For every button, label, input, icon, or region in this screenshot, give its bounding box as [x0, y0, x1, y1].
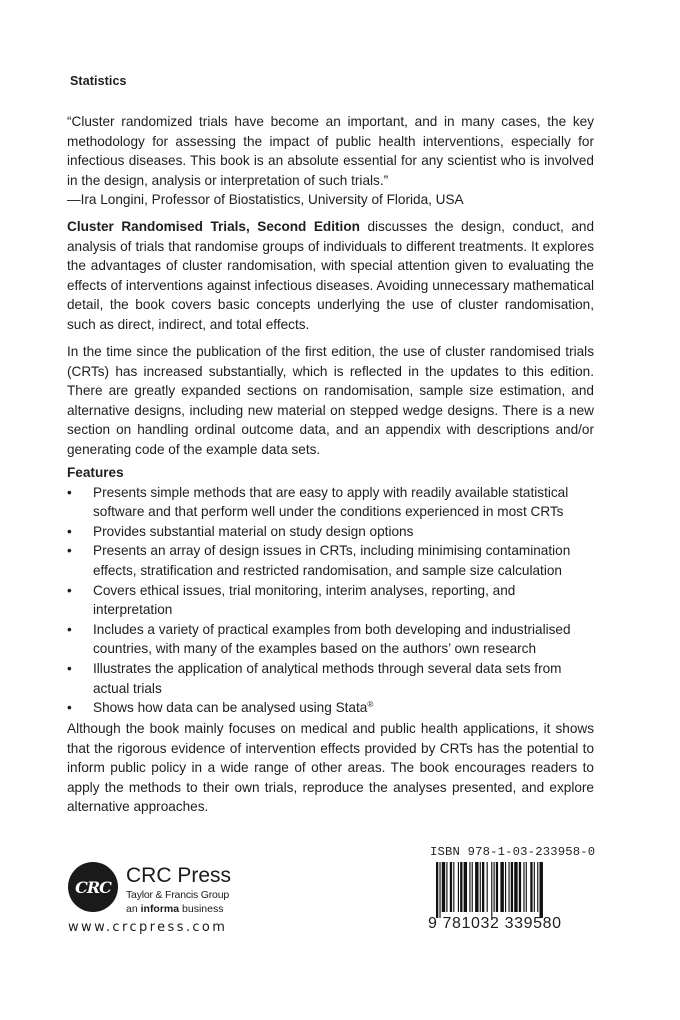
business-suffix: business	[179, 903, 224, 915]
barcode-bar	[458, 862, 459, 912]
crc-logo-text: CRC	[75, 877, 111, 897]
feature-text: Presents an array of design issues in CRTs, including minimising contamination effects, stratification and restricted randomisation, and sample size calculation	[93, 543, 571, 578]
feature-item	[67, 620, 594, 659]
bullet-icon: •	[67, 621, 72, 637]
barcode-bar	[505, 862, 506, 912]
quote-attribution: —Ira Longini, Professor of Biostatistics, University of Florida, USA	[67, 192, 464, 208]
barcode-bar	[472, 862, 473, 912]
barcode-bar	[534, 862, 535, 912]
closing-text: Although the book mainly focuses on medical and public health applications, it shows that the rigorous evidence of intervention effects provided by CRTs has the potential to inform public policy in a wide range of other areas. The book encourages readers to apply the methods to their own trials, reproduce the analyses presented, and explore alternative approaches.	[67, 721, 594, 815]
isbn-label: ISBN 978-1-03-233958-0	[430, 845, 596, 859]
feature-item	[67, 581, 594, 620]
barcode-bar	[511, 862, 513, 912]
feature-text: Covers ethical issues, trial monitoring, interim analyses, reporting, and interpretation	[93, 582, 516, 618]
features-heading: Features	[67, 465, 124, 480]
feature-item	[67, 483, 594, 522]
feature-item	[67, 522, 594, 542]
edition-updates	[67, 342, 594, 460]
barcode-bar	[508, 862, 509, 912]
barcode-bar	[537, 862, 538, 912]
feature-text: Shows how data can be analysed using Stata	[93, 700, 368, 716]
barcode-bar	[523, 862, 524, 912]
barcode-bar	[519, 862, 521, 912]
business-brand: informa	[140, 903, 180, 915]
barcode-bar	[480, 862, 481, 912]
bullet-icon: •	[67, 700, 72, 716]
barcode-bar	[469, 862, 470, 912]
feature-item	[67, 659, 594, 698]
barcode-bar	[460, 862, 462, 912]
bullet-icon: •	[67, 523, 72, 539]
description-paragraph	[67, 217, 594, 335]
category-label: Statistics	[70, 74, 127, 88]
barcode-bar	[436, 862, 438, 918]
barcode-bars	[436, 862, 588, 918]
barcode-bar	[496, 862, 498, 912]
bullet-icon: •	[67, 484, 72, 500]
bullet-icon: •	[67, 543, 72, 559]
barcode-bar	[446, 862, 447, 912]
barcode-bar	[453, 862, 454, 912]
publisher-business	[126, 903, 223, 915]
barcode-bar	[464, 862, 467, 912]
barcode-bar	[450, 862, 452, 912]
barcode-bar	[526, 862, 527, 912]
business-prefix: an	[126, 903, 141, 915]
barcode-bar	[491, 862, 492, 918]
endorsement-quote	[67, 112, 594, 210]
bullet-icon: •	[67, 582, 72, 598]
features-section	[67, 463, 594, 718]
barcode-bar	[439, 862, 440, 918]
feature-text: Includes a variety of practical examples from both developing and industrialised countries, with many of the examples based on the authors’ own research	[93, 621, 571, 657]
publisher-name: CRC Press	[126, 864, 232, 887]
barcode-bar	[530, 862, 532, 912]
barcode-bar	[487, 862, 488, 912]
closing-paragraph	[67, 719, 594, 817]
barcode-bar	[482, 862, 484, 912]
book-title: Cluster Randomised Trials, Second Edition	[67, 219, 360, 234]
barcode-bar	[475, 862, 478, 912]
feature-text: Provides substantial material on study design options	[93, 523, 414, 539]
feature-text: Illustrates the application of analytical methods through several data sets from actual trials	[93, 660, 562, 696]
barcode-bar	[442, 862, 445, 912]
publisher-url: www.crcpress.com	[68, 920, 228, 935]
registered-mark: ®	[367, 700, 374, 710]
book-description	[67, 217, 594, 335]
description-text: discusses the design, conduct, and analysis of trials that randomise groups of individuals to different treatments. It explores the advantages of cluster randomisation, with special attention given to evaluating the effects of interventions against infectious diseases. Avoiding unnecessary mathematical detail, the book covers basic concepts underlying the use of cluster randomisation, such as direct, indirect, and total effects.	[67, 219, 595, 332]
feature-item	[67, 541, 594, 580]
publisher-group: Taylor & Francis Group	[126, 889, 229, 901]
isbn-barcode	[428, 845, 596, 935]
features-list	[67, 483, 594, 718]
barcode-bar	[494, 862, 495, 912]
feature-text: Presents simple methods that are easy to apply with readily available statistical software and that perform well under the conditions experienced in most CRTs	[93, 484, 569, 520]
barcode-bar	[500, 862, 503, 912]
barcode-bar	[540, 862, 543, 918]
barcode-digits: 9 781032 339580	[428, 915, 562, 932]
feature-item	[67, 698, 594, 718]
publisher-block	[68, 862, 268, 942]
quote-text: “Cluster randomized trials have become an important, and in many cases, the key methodology for assessing the impact of public health interventions, especially for infectious diseases. This book is an absolute essential for any scientist who is involved in the design, analysis or interpretation of such trials.”	[67, 114, 594, 188]
barcode-bar	[514, 862, 517, 912]
edition-updates-text: In the time since the publication of the first edition, the use of cluster randomised trials (CRTs) has increased substantially, which is reflected in the updates to this edition. There are greatly expanded sections on randomisation, sample size estimation, and alternative designs, including new material on stepped wedge designs. There is a new section on handling ordinal outcome data, and an appendix with descriptions and/or generating code of the example data sets.	[67, 344, 594, 457]
bullet-icon: •	[67, 660, 72, 676]
crc-logo-icon	[68, 862, 118, 912]
